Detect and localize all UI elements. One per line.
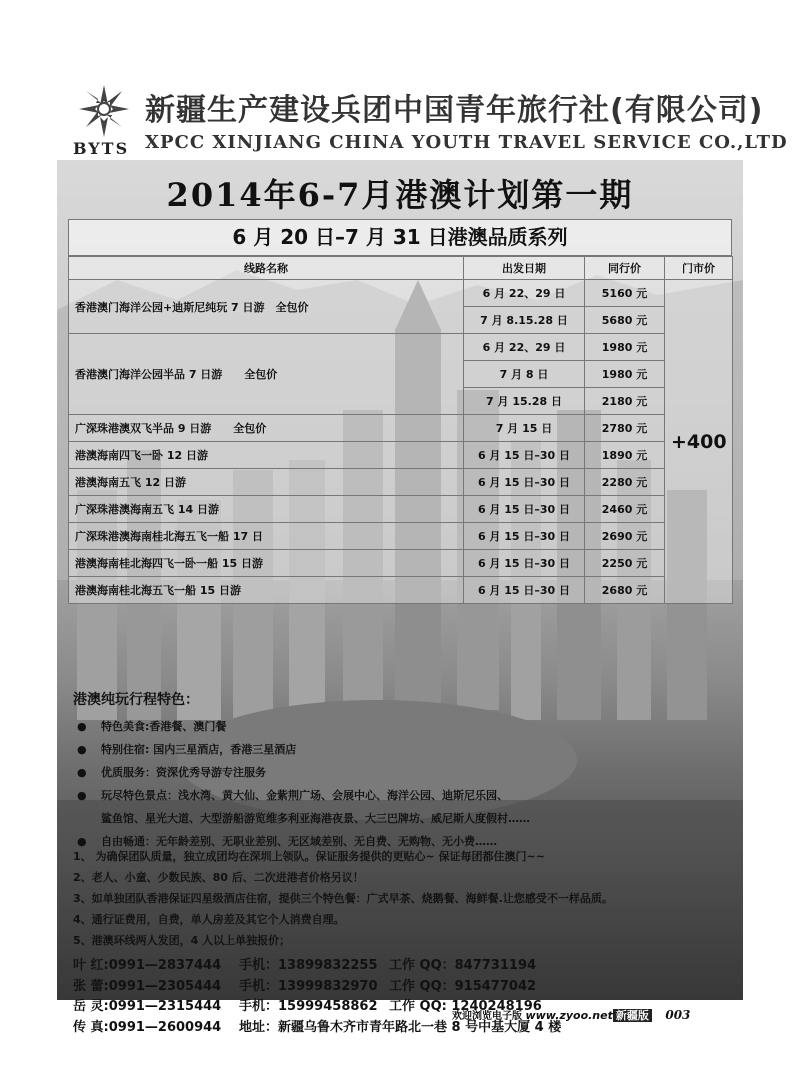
departure-date: 6 月 15 日–30 日 xyxy=(464,442,585,469)
itinerary-table xyxy=(68,219,732,604)
contact-mobile: 手机：13899832255 xyxy=(239,958,378,973)
peer-price: 2180 元 xyxy=(585,388,665,415)
feature-text: 优质服务：资深优秀导游专注服务 xyxy=(101,766,266,779)
route-name: 香港澳门海洋公园+迪斯尼纯玩 7 日游 全包价 xyxy=(69,280,464,334)
peer-price: 1980 元 xyxy=(585,361,665,388)
table-row xyxy=(69,442,733,469)
contact-tel: 叶 红:0991—2837444 xyxy=(73,958,222,973)
departure-date: 6 月 22、29 日 xyxy=(464,280,585,307)
page-number: 003 xyxy=(665,1008,691,1022)
departure-date: 7 月 8.15.28 日 xyxy=(464,307,585,334)
table-row xyxy=(69,334,733,361)
notes-section xyxy=(73,846,733,951)
company-header xyxy=(57,77,788,160)
slogan-banner: 服务同行，真诚到永远！感谢多年支持！期待与您的再次合作！ xyxy=(106,1050,694,1074)
route-name: 广深珠港澳双飞半品 9 日游 全包价 xyxy=(69,415,464,442)
feature-item xyxy=(73,715,733,738)
table-row xyxy=(69,415,733,442)
table-subtitle: 6 月 20 日–7 月 31 日港澳品质系列 xyxy=(68,219,732,256)
contact-qq: 工作 QQ：847731194 xyxy=(389,958,537,973)
col-header-price: 同行价 xyxy=(585,257,665,280)
contact-fax: 传 真:0991—2600944 xyxy=(73,1019,222,1035)
bullet-icon: ● xyxy=(77,835,87,848)
note-item: 4、通行证费用，自费，单人房差及其它个人消费自理。 xyxy=(73,913,345,926)
col-header-route: 线路名称 xyxy=(69,257,464,280)
price-table xyxy=(68,256,733,604)
route-name: 港澳海南桂北海五飞一船 15 日游 xyxy=(69,577,464,604)
table-row xyxy=(69,496,733,523)
feature-continuation: 鲨鱼馆、星光大道、大型游船游览维多利亚海港夜景、大三巴牌坊、威尼斯人度假村…… xyxy=(101,812,530,825)
peer-price: 2690 元 xyxy=(585,523,665,550)
table-header-row xyxy=(69,257,733,280)
bullet-icon: ● xyxy=(77,743,87,756)
contact-mobile: 手机：15999458862 xyxy=(239,999,378,1014)
feature-item xyxy=(73,761,733,784)
departure-date: 6 月 15 日–30 日 xyxy=(464,550,585,577)
contact-tel: 张 蕾:0991—2305444 xyxy=(73,978,222,994)
contact-qq: 工作 QQ：915477042 xyxy=(389,978,537,994)
footer-edition-tag: 新疆版 xyxy=(613,1009,652,1022)
page-title: 2014年6-7月港澳计划第一期 xyxy=(166,176,634,214)
table-row xyxy=(69,280,733,307)
feature-text: 特别住宿: 国内三星酒店，香港三星酒店 xyxy=(101,743,297,756)
bullet-icon: ● xyxy=(77,789,87,802)
table-row xyxy=(69,550,733,577)
peer-price: 1890 元 xyxy=(585,442,665,469)
star-burst-icon xyxy=(77,83,131,139)
departure-date: 7 月 15 日 xyxy=(464,415,585,442)
contact-address: 地址：新疆乌鲁木齐市青年路北一巷 8 号中基大厦 4 楼 xyxy=(239,1019,562,1035)
note-item: 2、老人、小童、少数民族、80 后、二次进港者价格另议！ xyxy=(73,871,364,884)
peer-price: 2780 元 xyxy=(585,415,665,442)
departure-date: 6 月 22、29 日 xyxy=(464,334,585,361)
route-name: 广深珠港澳海南五飞 14 日游 xyxy=(69,496,464,523)
page-footer xyxy=(452,1007,690,1023)
note-item: 5、港澳环线两人发团，4 人以上单独报价； xyxy=(73,934,291,947)
note-item: 3、如单独团队香港保证四星级酒店住宿，提供三个特色餐：广式早茶、烧鹅餐、海鲜餐.让您感受不一样品质。 xyxy=(73,892,613,905)
door-price: +400 xyxy=(665,280,733,604)
feature-item xyxy=(73,738,733,761)
peer-price: 2680 元 xyxy=(585,577,665,604)
col-header-door-price: 门市价 xyxy=(665,257,733,280)
route-name: 港澳海南五飞 12 日游 xyxy=(69,469,464,496)
peer-price: 1980 元 xyxy=(585,334,665,361)
contact-tel: 岳 灵:0991—2315444 xyxy=(73,999,222,1014)
col-header-date: 出发日期 xyxy=(464,257,585,280)
route-name: 广深珠港澳海南桂北海五飞一船 17 日 xyxy=(69,523,464,550)
departure-date: 6 月 15 日–30 日 xyxy=(464,577,585,604)
feature-item xyxy=(73,784,733,807)
feature-text: 特色美食:香港餐、澳门餐 xyxy=(101,720,227,733)
peer-price: 2460 元 xyxy=(585,496,665,523)
route-name: 香港澳门海洋公园半品 7 日游 全包价 xyxy=(69,334,464,415)
contact-mobile: 手机：13999832970 xyxy=(239,978,378,994)
logo-text: BYTS xyxy=(73,139,130,158)
contact-qq: 工作 QQ: 1240248196 xyxy=(389,999,542,1014)
route-name: 港澳海南四飞一卧 12 日游 xyxy=(69,442,464,469)
contact-row xyxy=(73,977,733,998)
features-title: 港澳纯玩行程特色： xyxy=(73,692,199,708)
peer-price: 2250 元 xyxy=(585,550,665,577)
company-name-en: XPCC XINJIANG CHINA YOUTH TRAVEL SERVICE CO.,LTD xyxy=(145,132,788,153)
route-name: 港澳海南桂北海四飞一卧一船 15 日游 xyxy=(69,550,464,577)
departure-date: 7 月 15.28 日 xyxy=(464,388,585,415)
peer-price: 5680 元 xyxy=(585,307,665,334)
departure-date: 7 月 8 日 xyxy=(464,361,585,388)
departure-date: 6 月 15 日–30 日 xyxy=(464,469,585,496)
footer-url[interactable]: www.zyoo.net xyxy=(525,1009,613,1022)
footer-welcome: 欢迎浏览电子版 xyxy=(452,1011,522,1022)
company-logo xyxy=(71,83,137,158)
departure-date: 6 月 15 日–30 日 xyxy=(464,496,585,523)
table-row xyxy=(69,577,733,604)
contact-row xyxy=(73,956,733,977)
bullet-icon: ● xyxy=(77,720,87,733)
feature-text: 玩尽特色景点：浅水湾、黄大仙、金紫荆广场、会展中心、海洋公园、迪斯尼乐园、 xyxy=(101,789,508,802)
features-section xyxy=(73,689,733,853)
table-row xyxy=(69,469,733,496)
bullet-icon: ● xyxy=(77,766,87,779)
note-item: 1、 为确保团队质量，独立成团均在深圳上领队。保证服务提供的更贴心~ 保证每团都住澳门~~ xyxy=(73,850,545,863)
feature-text: 自由畅通：无年龄差别、无职业差别、无区域差别、无自费、无购物、无小费…… xyxy=(101,835,497,848)
table-row xyxy=(69,523,733,550)
company-name-cn: 新疆生产建设兵团中国青年旅行社(有限公司) xyxy=(145,93,764,128)
departure-date: 6 月 15 日–30 日 xyxy=(464,523,585,550)
contacts-section xyxy=(73,956,733,1038)
peer-price: 2280 元 xyxy=(585,469,665,496)
peer-price: 5160 元 xyxy=(585,280,665,307)
